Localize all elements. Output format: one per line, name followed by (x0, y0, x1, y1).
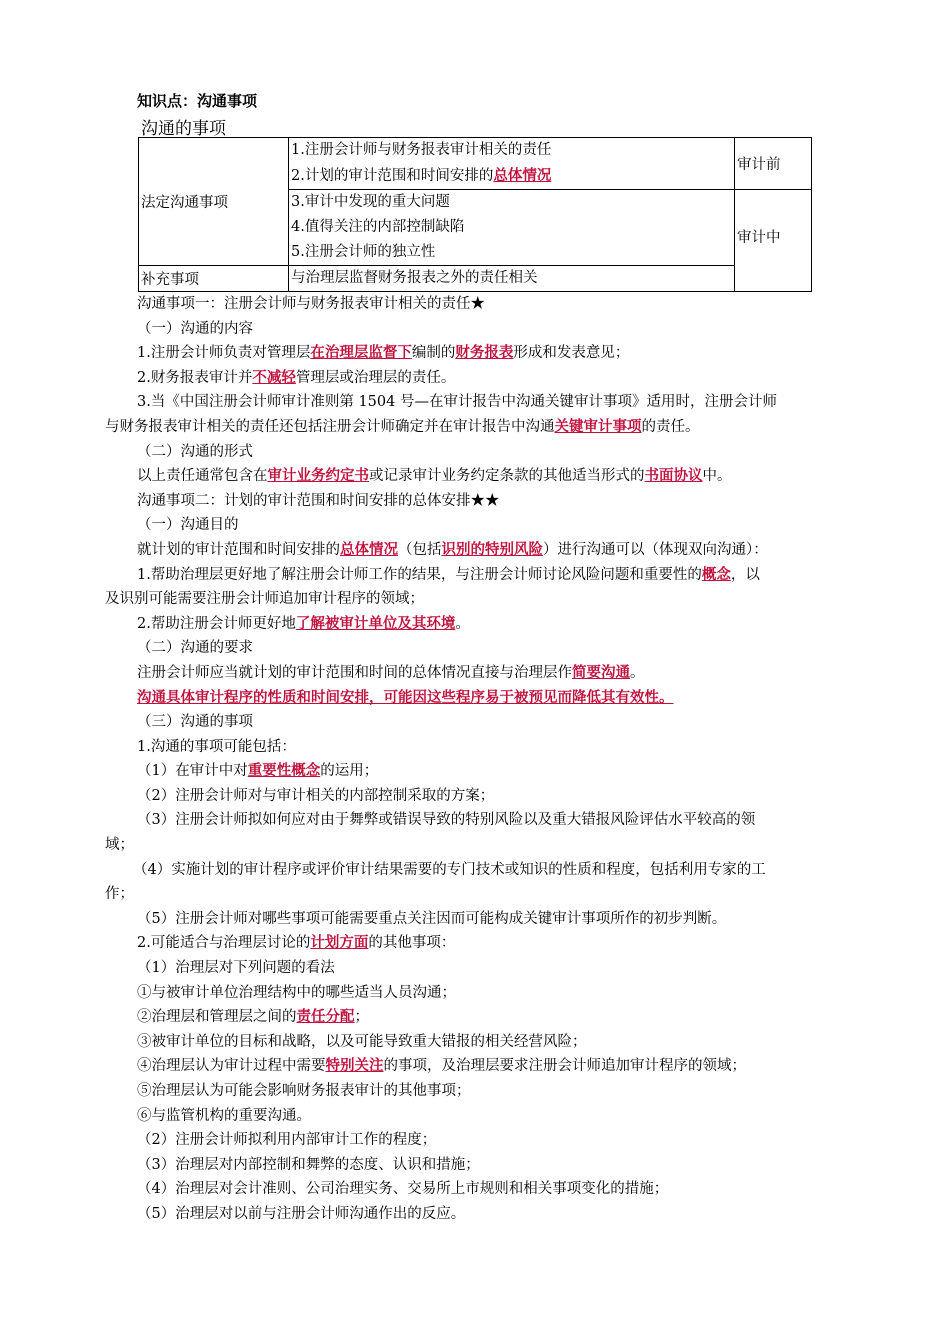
list-item-continuation: 作； (105, 886, 134, 903)
list-item: ①与被审计单位治理结构中的哪些适当人员沟通； (137, 984, 456, 1001)
supplement-item-cell: 与治理层监督财务报表之外的责任相关 (289, 266, 735, 292)
paragraph: 1.沟通的事项可能包括： (137, 738, 296, 755)
subsection-heading: （一）沟通的内容 (137, 320, 253, 337)
before-items-cell: 1.注册会计师与财务报表审计相关的责任 2.计划的审计范围和时间安排的总体情况 (289, 138, 735, 190)
subsection-heading: （三）沟通的事项 (137, 714, 253, 731)
list-item: （2）注册会计师对与审计相关的内部控制采取的方案； (137, 787, 495, 804)
paragraph: 2.财务报表审计并不减轻管理层或治理层的责任。 (137, 368, 456, 386)
list-item: （3）注册会计师拟如何应对由于舞弊或错误导致的特别风险以及重大错报风险评估水平较高的领 (137, 812, 756, 829)
paragraph: 注册会计师应当就计划的审计范围和时间的总体情况直接与治理层作简要沟通。 (137, 663, 645, 681)
supplement-matters-cell: 补充事项 (139, 266, 289, 292)
paragraph: 以上责任通常包含在审计业务约定书或记录审计业务约定条款的其他适当形式的书面协议中。 (137, 467, 732, 485)
paragraph: 就计划的审计范围和时间安排的总体情况（包括识别的特别风险）进行沟通可以（体现双向沟通）： (137, 540, 768, 558)
list-item: ⑥与监管机构的重要沟通。 (137, 1107, 311, 1124)
list-item: （1）治理层对下列问题的看法 (137, 960, 335, 977)
paragraph: 及识别可能需要注册会计师追加审计程序的领域； (105, 591, 424, 608)
during-audit-cell: 审计中 (735, 190, 812, 292)
section-heading: 沟通事项一：注册会计师与财务报表审计相关的责任★ (137, 296, 485, 312)
subsection-heading: （二）沟通的形式 (137, 443, 253, 460)
paragraph: 2.帮助注册会计师更好地了解被审计单位及其环境。 (137, 614, 470, 632)
list-item: （2）注册会计师拟利用内部审计工作的程度； (137, 1132, 437, 1149)
paragraph: 1.注册会计师负责对管理层在治理层监督下编制的财务报表形成和发表意见； (137, 344, 630, 362)
subsection-heading: （二）沟通的要求 (137, 640, 253, 657)
list-item-continuation: 域； (105, 837, 134, 854)
list-item: （1）在审计中对重要性概念的运用； (137, 762, 379, 780)
statutory-matters-cell: 法定沟通事项 (139, 138, 289, 266)
subsection-heading: （一）沟通目的 (137, 517, 239, 534)
list-item: ④治理层认为审计过程中需要特别关注的事项，及治理层要求注册会计师追加审计程序的领域； (137, 1057, 746, 1075)
list-item: （5）注册会计师对哪些事项可能需要重点关注因而可能构成关键审计事项所作的初步判断。 (137, 910, 727, 927)
before-audit-cell: 审计前 (735, 138, 812, 190)
list-item: （4）治理层对会计准则、公司治理实务、交易所上市规则和相关事项变化的措施； (137, 1181, 669, 1198)
during-items-cell: 3.审计中发现的重大问题 4.值得关注的内部控制缺陷 5.注册会计师的独立性 (289, 190, 735, 266)
paragraph: 1.帮助治理层更好地了解注册会计师工作的结果，与注册会计师讨论风险问题和重要性的概念，以 (137, 565, 760, 583)
paragraph: 3.当《中国注册会计师审计准则第 1504 号—在审计报告中沟通关键审计事项》适用时，注册会计师 (137, 394, 777, 411)
list-item: （5）治理层对以前与注册会计师沟通作出的反应。 (137, 1205, 466, 1222)
paragraph: 与财务报表审计相关的责任还包括注册会计师确定并在审计报告中沟通关键审计事项的责任。 (105, 417, 700, 435)
list-item: （3）治理层对内部控制和舞弊的态度、认识和措施； (137, 1156, 480, 1173)
list-item: ③被审计单位的目标和战略，以及可能导致重大错报的相关经营风险； (137, 1033, 587, 1050)
list-item: （4）实施计划的审计程序或评价审计结果需要的专门技术或知识的性质和程度，包括利用专家的工 (133, 861, 766, 878)
list-item: ②治理层和管理层之间的责任分配； (137, 1008, 369, 1026)
matters-table (138, 137, 812, 292)
list-item: ⑤治理层认为可能会影响财务报表审计的其他事项； (137, 1083, 471, 1099)
page-title: 知识点：沟通事项 (137, 92, 258, 110)
body-text (105, 292, 852, 1227)
section-heading: 沟通事项二：计划的审计范围和时间安排的总体安排★★ (137, 492, 500, 509)
table-caption: 沟通的事项 (141, 119, 226, 139)
paragraph: 2.可能适合与治理层讨论的计划方面的其他事项： (137, 934, 456, 952)
highlighted-paragraph: 沟通具体审计程序的性质和时间安排，可能因这些程序易于被预见而降低其有效性。 (137, 688, 674, 706)
